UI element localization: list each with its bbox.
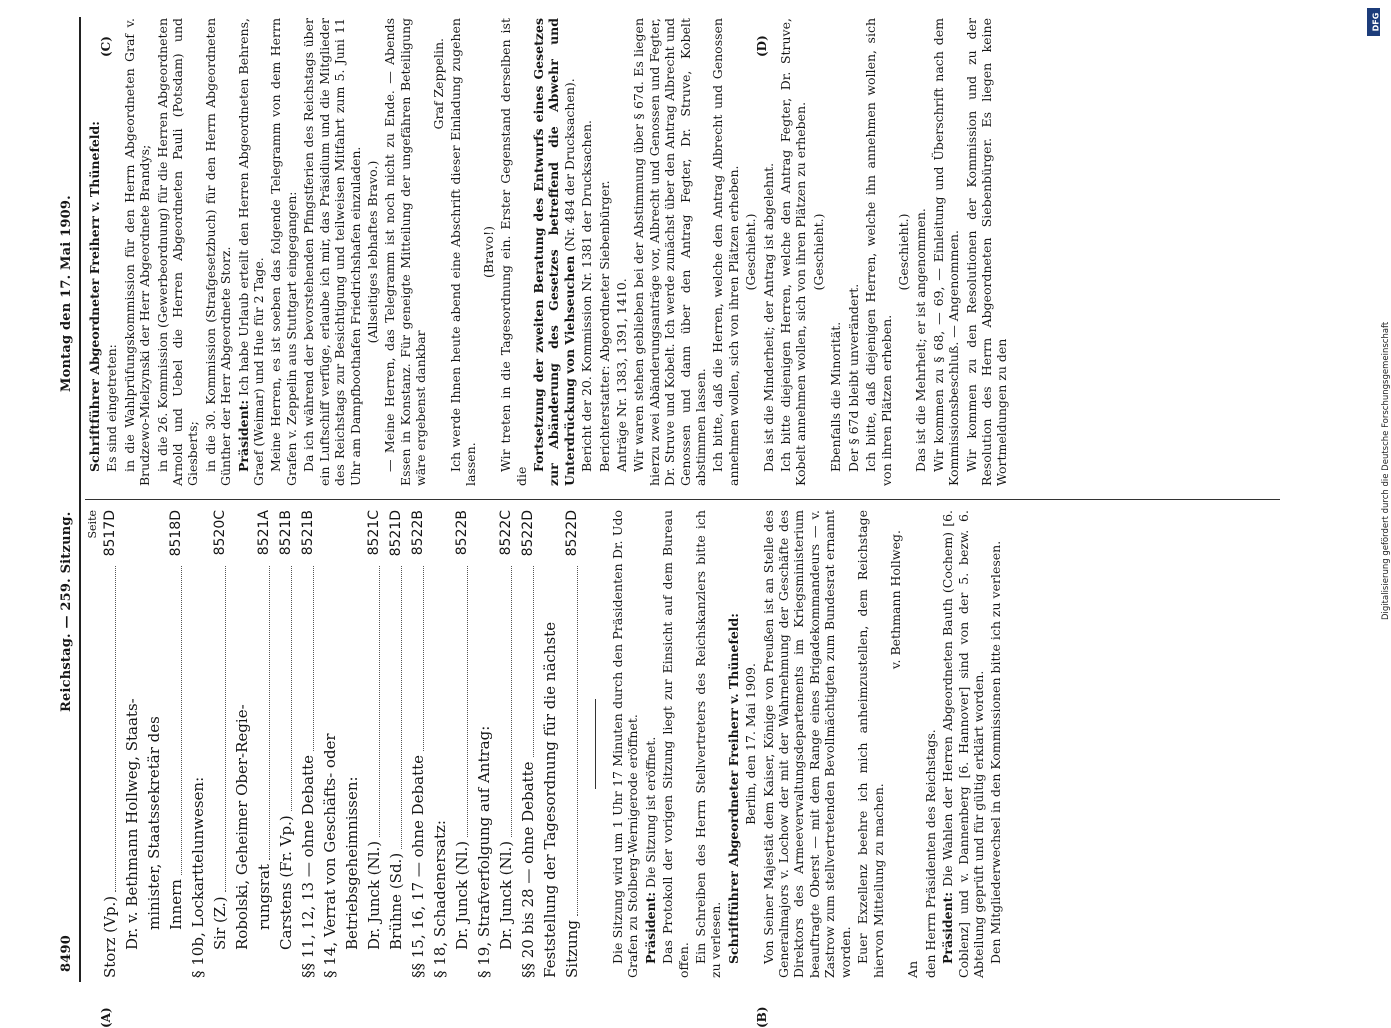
- paragraph-text: Die Wahlen der Herren Abgeordneten Bauth (Cochem) [6. Coblenz] und v. Dannenberg [6. Hannover] sind von der 5. bezw. 6. Abteilung geprüft und für gültig erklärt worden.: [940, 510, 986, 978]
- toc-leader-dots: [577, 566, 578, 916]
- toc-page-ref: 8521B: [275, 510, 297, 562]
- paragraph-text: Ich bitte, daß diejenigen Herren, welche ihn annehmen wollen, sich von ihren Plätzen erheben.: [863, 18, 893, 486]
- toc-entry-text: Robolski, Geheimer Ober-Regie-: [231, 704, 253, 950]
- paragraph: [761, 18, 776, 486]
- paragraph-text: Ich werde Ihnen heute abend eine Abschrift dieser Einladung zugehen lassen.: [448, 18, 478, 486]
- paragraph: [660, 510, 691, 978]
- toc-entry-text: §§ 15, 16, 17 — ohne Debatte: [407, 755, 429, 978]
- toc-page-ref: 8520C: [209, 510, 231, 562]
- toc-leader-dots: [379, 566, 380, 837]
- paragraph-text: (Geschieht.): [896, 213, 911, 290]
- speaker-label: Präsident:: [236, 400, 251, 472]
- toc-row: [561, 510, 583, 978]
- toc-entry-text: § 19, Strafverfolgung auf Antrag:: [473, 726, 495, 978]
- toc-row: [187, 510, 209, 978]
- toc-entry-text: §§ 20 bis 28 — ohne Debatte: [517, 762, 539, 979]
- toc-row: [231, 510, 253, 978]
- paragraph: [931, 18, 962, 486]
- paragraph-text: in die 30. Kommission (Strafgesetzbuch) für den Herrn Abgeordneten Günther der Herr Abgeordnete Storz.: [203, 18, 233, 486]
- digitization-credit: Digitalisierung gefördert durch die Deutsche Forschungsgemeinschaft: [1381, 60, 1391, 620]
- paragraph-text: Berichterstatter: Abgeordneter Siebenbürger.: [597, 180, 612, 472]
- paragraph: [828, 18, 843, 486]
- toc-page-ref: 8522D: [561, 510, 583, 562]
- paragraph: [923, 510, 938, 978]
- toc-page-ref: 8517D: [99, 510, 121, 562]
- paragraph: [104, 18, 119, 486]
- toc-entry-text: Dr. Junck (Nl.): [451, 841, 473, 950]
- paragraph: [726, 510, 741, 978]
- toc-row: [253, 510, 275, 978]
- toc-page-ref: 8521A: [253, 510, 275, 562]
- toc-row: [451, 510, 473, 978]
- paragraph: [811, 18, 826, 486]
- paragraph-text: Bericht der 20. Kommission Nr. 1381 der Drucksachen.: [579, 120, 594, 472]
- paragraph-text: Wir treten in die Tagesordnung ein. Erster Gegenstand derselben ist die: [498, 18, 528, 486]
- toc-row: [99, 510, 121, 978]
- paragraph-text: v. Bethmann Hollweg.: [888, 530, 903, 669]
- toc-leader-dots: [423, 566, 424, 751]
- paragraph: [940, 510, 986, 978]
- toc-entry-text: § 18, Schadenersatz:: [429, 820, 451, 978]
- toc-row: [429, 510, 451, 978]
- paragraph-text: Der § 67d bleibt unverändert.: [846, 284, 861, 472]
- paragraph-text: Von Seiner Majestät dem Kaiser, Könige von Preußen ist an Stelle des Generalmajors v. Lochow der mit der Wahrnehmung der Geschäfte des Direktors des Armeeverwaltungsdepartements im Kriegsministerium beauftragte Oberst — mit dem Range eines Brigadekommandeurs — v. Zastrow zum stellvertretenden Bevollmächtigten zum Bundesrat ernannt worden.: [761, 510, 853, 978]
- toc-rows: [99, 510, 583, 978]
- page-number: 8490: [59, 935, 74, 972]
- paragraph-text: — Meine Herren, das Telegramm ist noch nicht zu Ende. — Abends Essen in Konstanz. Für geneigte Mitteilung der ungefähren Beteiligung wäre ergebenst dankbar: [382, 18, 428, 486]
- toc-row: [143, 510, 165, 978]
- paragraph: [743, 510, 758, 978]
- paragraph-text: (Geschieht.): [743, 213, 758, 290]
- left-body-text: [610, 510, 1004, 978]
- toc-entry-text: Dr. v. Bethmann Hollweg, Staats-: [121, 698, 143, 950]
- paragraph: [778, 18, 809, 486]
- paragraph: [481, 18, 496, 486]
- paragraph-text: Euer Exzellenz beehre ich mich anheimzustellen, dem Reichstage hiervon Mitteilung zu machen.: [855, 510, 885, 978]
- paragraph-text: (Nr. 484 der Drucksachen).: [562, 78, 577, 255]
- paragraph-text: Ich habe Urlaub erteilt den Herren Abgeordneten Behrens, Graef (Weimar) und Hue für 2 Tage.: [236, 18, 266, 486]
- paragraph: [643, 510, 658, 978]
- paragraph-text: (Allseitiges lebhaftes Bravo.): [365, 161, 380, 344]
- paragraph-text: Den Mitgliederwechsel in den Kommissionen bitte ich zu verlesen.: [988, 541, 1003, 964]
- toc-entry-text: Dr. Junck (Nl.): [363, 841, 385, 950]
- toc-page-ref: 8522D: [517, 510, 539, 562]
- toc-entry-text: Feststellung der Tagesordnung für die nächste: [539, 622, 561, 978]
- toc-leader-dots: [401, 566, 402, 849]
- paragraph: [855, 510, 886, 978]
- speaker-label: Schriftführer Abgeordneter Freiherr v. Thünefeld:: [726, 613, 741, 964]
- paragraph-text: Meine Herren, es ist soeben das folgende Telegramm von dem Herrn Grafen v. Zeppelin aus Stuttgart eingegangen:: [268, 18, 298, 486]
- paragraph: [905, 510, 920, 978]
- paragraph: [761, 510, 853, 978]
- paragraph-text: Wir kommen zu den Resolutionen der Kommission und zu der Resolution des Herrn Abgeordneten Siebenbürger. Es liegen keine Wortmeldungen zu den: [964, 18, 1010, 486]
- paragraph: [896, 18, 911, 486]
- speaker-label: Präsident:: [940, 892, 955, 964]
- right-column: [87, 18, 1287, 486]
- paragraph: [610, 510, 641, 978]
- header-date: Montag den 17. Mai 1909.: [59, 195, 74, 392]
- paragraph-text: Anträge Nr. 1383, 1391, 1410.: [614, 278, 629, 472]
- toc-seite-label: Seite: [87, 510, 99, 978]
- toc-leader-dots: [269, 566, 270, 860]
- toc-leader-dots: [511, 566, 512, 837]
- toc-leader-dots: [181, 566, 182, 875]
- toc-entry-text: Betriebsgeheimnissen:: [341, 776, 363, 950]
- header-title: Reichstag. — 259. Sitzung.: [59, 512, 74, 712]
- speaker-label: Fortsetzung der zweiten Beratung des Entwurfs eines Gesetzes zur Abänderung des Gesetzes betreffend die Abwehr und Unterdrückung von Viehseuchen: [531, 18, 577, 486]
- header-rule: [79, 17, 81, 982]
- paragraph: [631, 18, 708, 486]
- margin-marker-a: (A): [99, 1007, 113, 1028]
- toc-entry-text: Carstens (Fr. Vp.): [275, 815, 297, 950]
- paragraph-text: Die Sitzung ist eröffnet.: [643, 737, 658, 892]
- section-separator: [595, 699, 596, 789]
- left-column: [87, 510, 1287, 978]
- paragraph: [236, 18, 267, 486]
- margin-marker-d: (D): [755, 35, 769, 57]
- paragraph: [710, 18, 741, 486]
- paragraph: [268, 18, 299, 486]
- paragraph: [597, 18, 612, 486]
- paragraph: [888, 510, 903, 978]
- page-header: [55, 17, 79, 982]
- paragraph: [964, 18, 1010, 486]
- paragraph: [155, 18, 201, 486]
- paragraph-text: Berlin, den 17. Mai 1909.: [743, 663, 758, 825]
- speaker-label: Präsident:: [643, 892, 658, 964]
- toc-page-ref: 8518D: [165, 510, 187, 562]
- toc-row: [297, 510, 319, 978]
- paragraph: [614, 18, 629, 486]
- paragraph-text: Graf Zeppelin.: [431, 38, 446, 130]
- toc-row: [495, 510, 517, 978]
- toc-row: [165, 510, 187, 978]
- toc-row: [407, 510, 429, 978]
- paragraph-text: Wir kommen zu § 68, — 69, — Einleitung und Überschrift nach dem Kommissionsbeschluß. — Angenommen.: [931, 18, 961, 486]
- toc-page-ref: 8521D: [385, 510, 407, 562]
- paragraph-text: Das ist die Mehrheit; er ist angenommen.: [913, 208, 928, 472]
- paragraph-text: Es sind eingetreten:: [104, 344, 119, 472]
- paragraph: [87, 18, 102, 486]
- paragraph-text: Wir waren stehen geblieben bei der Abstimmung über § 67d. Es liegen hierzu zwei Abänderungsanträge vor, Albrecht und Genossen und Fegter, Dr. Struve und Kobelt. Ich werde zunächst über den Antrag Albrecht und Genossen und dann über den Antrag Fegter, Dr. Struve, Kobelt abstimmen lassen.: [631, 18, 708, 486]
- paragraph: [846, 18, 861, 486]
- toc-page-ref: 8521B: [297, 510, 319, 562]
- toc-page-ref: 8521C: [363, 510, 385, 562]
- paragraph-text: Da ich während der bevorstehenden Pfingstferien des Reichstags über ein Luftschiff verfüge, erlaube ich mir, das Präsidium und die Mitglieder des Reichstags zur Besichtigung und teilweisen Mitfahrt zum 5. Juni 11 Uhr am Dampfboothafen Friedrichshafen einzuladen.: [301, 18, 362, 486]
- toc-page-ref: 8522C: [495, 510, 517, 562]
- toc-row: [363, 510, 385, 978]
- paragraph: [122, 18, 153, 486]
- toc-row: [121, 510, 143, 978]
- paragraph-text: (Bravo!): [481, 226, 496, 278]
- toc-leader-dots: [291, 566, 292, 811]
- paragraph-text: Das Protokoll der vorigen Sitzung liegt zur Einsicht auf dem Bureau offen.: [660, 510, 690, 978]
- dfg-badge: DFG: [1367, 8, 1380, 36]
- toc-entry-text: Innern: [165, 879, 187, 930]
- toc-leader-dots: [467, 566, 468, 837]
- speaker-label: Schriftführer Abgeordneter Freiherr v. Thünefeld:: [87, 121, 102, 472]
- toc-entry-text: § 10b, Lockarttelunwesen:: [187, 777, 209, 978]
- column-divider: [85, 499, 1280, 500]
- toc-entry-text: Sitzung: [561, 920, 583, 978]
- toc-row: [539, 510, 561, 978]
- rotated-page: [55, 17, 1295, 982]
- toc-row: [341, 510, 363, 978]
- toc-entry-text: rungsrat: [253, 864, 275, 930]
- paragraph-text: in die Wahlprüfungskommission für den Herrn Abgeordneten Graf v. Brudzewo-Mielzynski der Herr Abgeordnete Brandys;: [122, 18, 152, 486]
- toc-row: [275, 510, 297, 978]
- paragraph-text: Ebenfalls die Minorität.: [828, 322, 843, 472]
- toc-row: [319, 510, 341, 978]
- paragraph-text: Ich bitte, daß die Herren, welche den Antrag Albrecht und Genossen annehmen wollen, sich von ihren Plätzen erheben.: [710, 18, 740, 486]
- paragraph-text: An: [905, 961, 920, 978]
- toc-leader-dots: [533, 566, 534, 758]
- toc-entry-text: minister, Staatssekretär des: [143, 716, 165, 930]
- paragraph: [498, 18, 529, 486]
- toc-row: [385, 510, 407, 978]
- paragraph-text: Die Sitzung wird um 1 Uhr 17 Minuten durch den Präsidenten Dr. Udo Grafen zu Stolberg-Wernigerode eröffnet.: [610, 510, 640, 978]
- toc-entry-text: §§ 11, 12, 13 — ohne Debatte: [297, 755, 319, 978]
- toc-row: [209, 510, 231, 978]
- paragraph: [382, 18, 428, 486]
- paragraph: [431, 18, 446, 486]
- paragraph: [448, 18, 479, 486]
- toc-leader-dots: [115, 566, 116, 892]
- paragraph: [531, 18, 577, 486]
- paragraph-text: Ich bitte diejenigen Herren, welche den Antrag Fegter, Dr. Struve, Kobelt annehmen wollen, sich von ihren Plätzen zu erheben.: [778, 18, 808, 486]
- paragraph: [365, 18, 380, 486]
- paragraph-text: in die 26. Kommission (Gewerbeordnung) für die Herren Abgeordneten Arnold und Uebel die Herren Abgeordneten Pauli (Potsdam) und Giesberts;: [155, 18, 201, 486]
- paragraph: [743, 18, 758, 486]
- table-of-contents: [87, 510, 583, 978]
- margin-marker-b: (B): [755, 1007, 769, 1028]
- paragraph: [913, 18, 928, 486]
- right-body-text: [87, 18, 1010, 486]
- paragraph: [579, 18, 594, 486]
- toc-leader-dots: [225, 566, 226, 892]
- paragraph: [863, 18, 894, 486]
- toc-page-ref: 8522B: [451, 510, 473, 562]
- toc-leader-dots: [313, 566, 314, 751]
- margin-marker-c: (C): [99, 36, 113, 57]
- toc-page-ref: 8522B: [407, 510, 429, 562]
- toc-row: [473, 510, 495, 978]
- paragraph: [693, 510, 724, 978]
- toc-entry-text: Sir (Z.): [209, 896, 231, 950]
- paragraph-text: (Geschieht.): [811, 213, 826, 290]
- paragraph-text: Das ist die Minderheit; der Antrag ist abgelehnt.: [761, 163, 776, 472]
- paragraph-text: Ein Schreiben des Herrn Stellvertreters des Reichskanzlers bitte ich zu verlesen.: [693, 510, 723, 978]
- toc-entry-text: Brühne (Sd.): [385, 853, 407, 950]
- paragraph: [203, 18, 234, 486]
- paragraph-text: den Herrn Präsidenten des Reichstags.: [923, 729, 938, 978]
- paragraph: [988, 510, 1003, 978]
- paragraph: [301, 18, 363, 486]
- toc-entry-text: Dr. Junck (Nl.): [495, 841, 517, 950]
- toc-entry-text: § 14, Verrat von Geschäfts- oder: [319, 733, 341, 978]
- toc-entry-text: Storz (Vp.): [99, 896, 121, 978]
- toc-row: [517, 510, 539, 978]
